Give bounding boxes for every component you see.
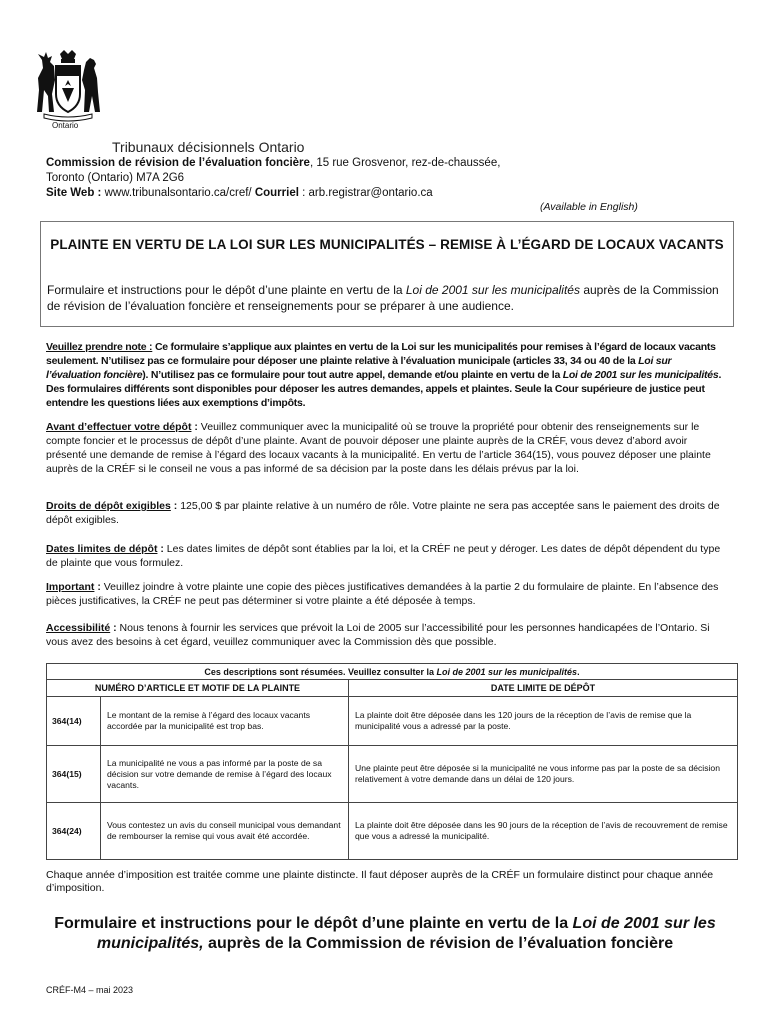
filing-deadline-table	[46, 663, 738, 860]
english-availability-note: (Available in English)	[540, 201, 638, 213]
fees-text: 125,00 $ par plainte relative à un numéro de rôle. Votre plainte ne sera pas acceptée sans le paiement des droits de dépôt exigibles.	[46, 500, 720, 526]
complaint-reason-cell: Le montant de la remise à l’égard des locaux vacants accordée par la municipalité est trop bas.	[101, 697, 349, 746]
deadline-cell: La plainte doit être déposée dans les 90 jours de la réception de l’avis de recouvrement de remise que vous a adressé la municipalité.	[349, 803, 738, 860]
before-filing-label: Avant d’effectuer votre dépôt	[46, 421, 192, 433]
accessibility-text: Nous tenons à fournir les services que prévoit la Loi de 2005 sur l’accessibilité pour les personnes handicapées de l’Ontario. Si vous avez des besoins à cet égard, veuillez communiquer avec la Commission dès que possible.	[46, 622, 710, 648]
table-summary-text: Ces descriptions sont résumées. Veuillez consulter la	[204, 666, 437, 677]
act-name: Loi sur l’évaluation foncière	[46, 355, 672, 381]
email-label: Courriel	[254, 187, 299, 199]
table-row	[47, 803, 738, 860]
title-box	[40, 221, 734, 327]
table-row	[47, 697, 738, 746]
note-section	[46, 340, 726, 410]
table-summary-row	[47, 664, 738, 680]
website-link[interactable]: www.tribunalsontario.ca/cref/	[104, 187, 252, 199]
fees-label: Droits de dépôt exigibles	[46, 500, 171, 512]
act-name: Loi de 2001 sur les municipalités,	[96, 915, 716, 952]
label-colon: :	[170, 500, 178, 512]
contact-block	[46, 156, 726, 201]
accessibility-section	[46, 621, 726, 649]
complaint-reason-cell: La municipalité ne vous a pas informé par la poste de sa décision sur votre demande de remise à l’égard des locaux vacants.	[101, 746, 349, 803]
heading-text: Formulaire et instructions pour le dépôt d’une plainte en vertu de la	[54, 915, 573, 932]
street-address: , 15 rue Grosvenor, rez-de-chaussée,	[309, 157, 501, 169]
column-header-section-motif: NUMÉRO D’ARTICLE ET MOTIF DE LA PLAINTE	[47, 680, 349, 697]
table-summary-text: .	[577, 666, 580, 677]
tax-year-note: Chaque année d’imposition est traitée comme une plainte distincte. Il faut déposer auprès de la CRÉF un formulaire distinct pour chaque année d’imposition.	[46, 869, 714, 894]
form-description	[47, 282, 723, 314]
column-header-deadline: DATE LIMITE DE DÉPÔT	[349, 680, 738, 697]
note-text: ). N’utilisez pas ce formulaire pour tout autre appel, demande et/ou plainte en vertu de la	[142, 369, 563, 381]
deadline-cell: La plainte doit être déposée dans les 120 jours de la réception de l’avis de remise que la municipalité vous a adressé par la poste.	[349, 697, 738, 746]
complaint-reason-cell: Vous contestez un avis du conseil municipal vous demandant de rembourser la remise qui vous avait été accordée.	[101, 803, 349, 860]
heading-text: auprès de la Commission de révision de l’évaluation foncière	[203, 935, 674, 952]
commission-name: Commission de révision de l’évaluation foncière	[46, 157, 310, 169]
website-label: Site Web :	[46, 187, 102, 199]
email-link[interactable]: arb.registrar@ontario.ca	[308, 187, 433, 199]
deadline-cell: Une plainte peut être déposée si la municipalité ne vous informe pas par la poste de sa décision relativement à votre demande dans un délai de 120 jours.	[349, 746, 738, 803]
before-filing-section	[46, 420, 726, 476]
deadlines-text: Les dates limites de dépôt sont établies par la loi, et la CRÉF ne peut y déroger. Les dates de dépôt dépendent du type de plainte que vous formulez.	[46, 543, 721, 569]
logo-caption: Ontario	[52, 121, 79, 130]
city-address: Toronto (Ontario) M7A 2G6	[46, 172, 185, 184]
form-instructions-heading	[30, 914, 740, 954]
deadlines-section	[46, 542, 726, 570]
note-text: Ce formulaire s’applique aux plaintes en vertu de la Loi sur les municipalités pour remises à l’égard de locaux vacants seulement. N’utilisez pas ce formulaire pour déposer une plainte relative à l’évaluation municipale (articles 33, 34 ou 40 de la	[46, 341, 716, 367]
label-colon: :	[110, 622, 117, 634]
accessibility-label: Accessibilité	[46, 622, 111, 634]
act-name: Loi de 2001 sur les municipalités	[562, 369, 719, 381]
form-title: PLAINTE EN VERTU DE LA LOI SUR LES MUNICIPALITÉS – REMISE À L’ÉGARD DE LOCAUX VACANTS	[50, 237, 724, 252]
important-label: Important	[46, 581, 95, 593]
form-description-text: auprès de la Commission de révision de l’évaluation foncière et renseignements pour se préparer à une audience.	[47, 283, 719, 313]
section-number-cell: 364(14)	[47, 697, 101, 746]
fees-section	[46, 499, 726, 527]
email-separator: :	[298, 187, 306, 199]
label-colon: :	[191, 421, 198, 433]
label-colon: :	[157, 543, 164, 555]
before-filing-text: Veuillez communiquer avec la municipalité où se trouve la propriété pour obtenir des renseignements sur le compte foncier et le processus de dépôt d’une plainte. Avant de pouvoir déposer une plainte auprès de la CRÉF, vous devez d’abord avoir présenté une demande de remise à l’égard des locaux vacants à la municipalité. En vertu de l’article 364(15), vous pouvez déposer une plainte auprès de la CRÉF si le conseil ne vous a pas informé de sa décision par la poste dans les délais prévus par la loi.	[46, 421, 711, 475]
act-name: Loi de 2001 sur les municipalités	[405, 283, 580, 297]
deadlines-label: Dates limites de dépôt	[46, 543, 158, 555]
note-text: . Des formulaires différents sont disponibles pour déposer les autres demandes, appels et plaintes. Seule la Cour supérieure de justice peut entendre les questions liées aux exemptions d’impôts.	[46, 369, 722, 409]
note-label: Veuillez prendre note :	[46, 341, 153, 353]
important-text: Veuillez joindre à votre plainte une copie des pièces justificatives demandées à la partie 2 du formulaire de plainte. En l’absence des pièces justificatives, la CRÉF ne peut pas déterminer si votre plainte a été déposée à temps.	[46, 581, 719, 607]
section-number-cell: 364(24)	[47, 803, 101, 860]
section-number-cell: 364(15)	[47, 746, 101, 803]
form-code: CRÉF-M4 – mai 2023	[46, 985, 134, 995]
important-section	[46, 580, 726, 608]
tribunal-name: Tribunaux décisionnels Ontario	[112, 139, 305, 155]
act-name: Loi de 2001 sur les municipalités	[436, 666, 578, 677]
label-colon: :	[94, 581, 101, 593]
table-row	[47, 746, 738, 803]
form-description-text: Formulaire et instructions pour le dépôt d’une plainte en vertu de la	[47, 283, 406, 297]
